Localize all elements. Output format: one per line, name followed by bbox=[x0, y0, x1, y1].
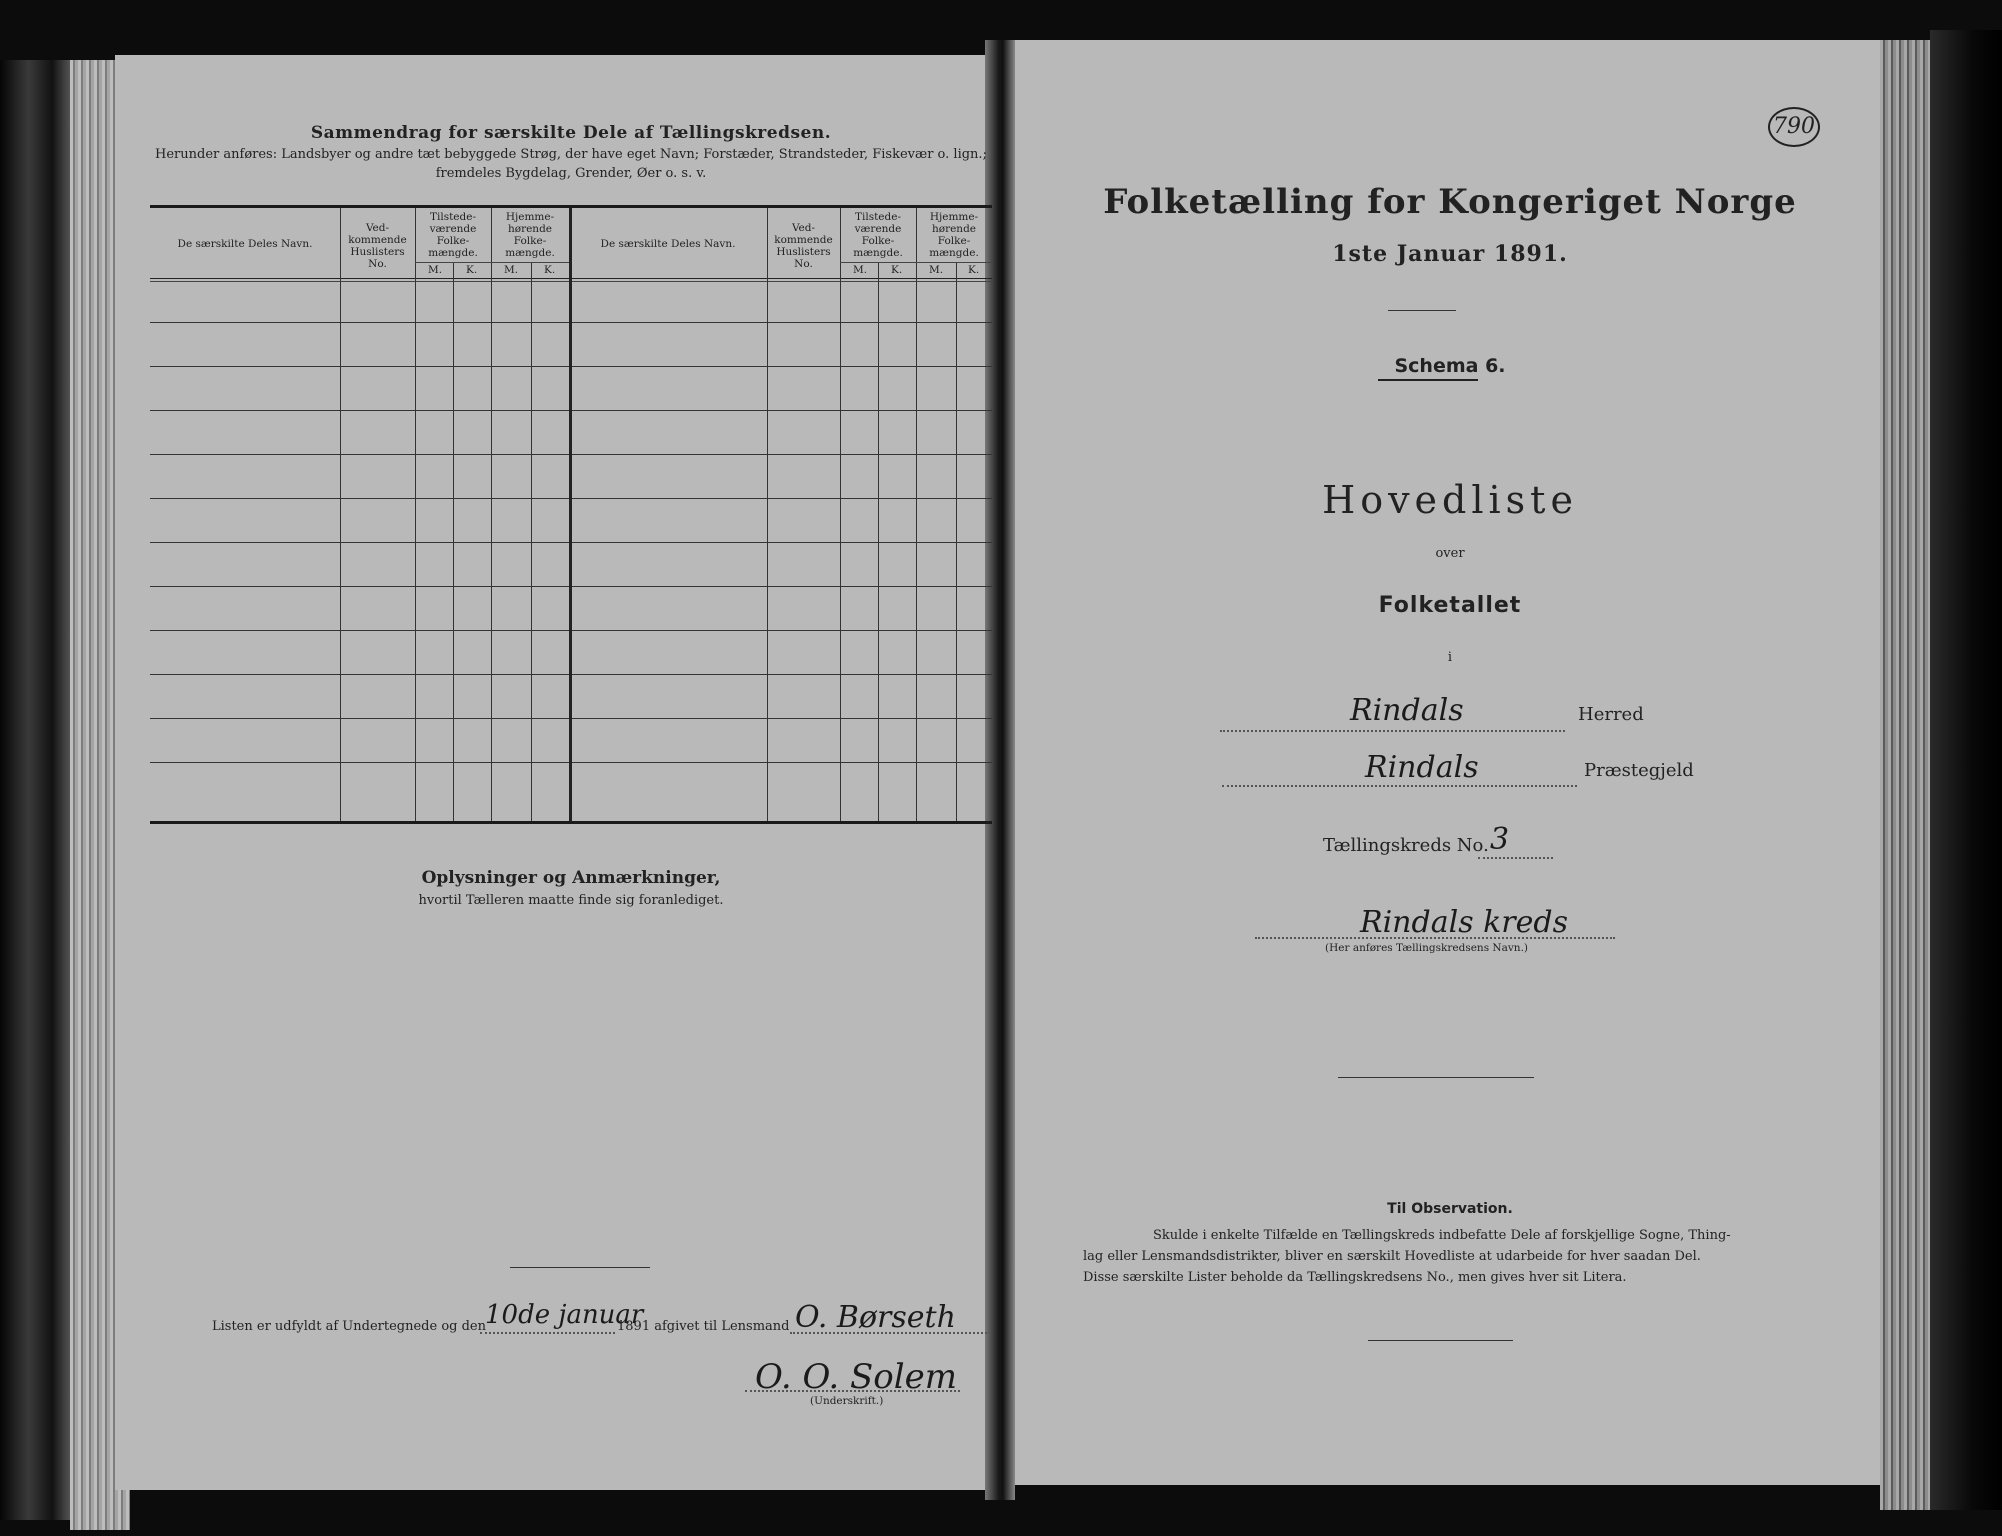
over-label: over bbox=[1435, 546, 1465, 561]
summary-title: Sammendrag for særskilte Dele af Tællingskredsen. bbox=[310, 123, 832, 143]
herred-label: Herred bbox=[1578, 704, 1644, 725]
observation-text-2: lag eller Lensmandsdistrikter, bliver en særskilt Hovedliste at udarbeide for hver saadan Del. bbox=[1083, 1249, 1701, 1264]
col-header-name: De særskilte Deles Navn. bbox=[177, 238, 313, 250]
counter-signature: O. O. Solem bbox=[755, 1357, 957, 1397]
divider bbox=[1388, 310, 1456, 311]
prestegjeld-value: Rindals bbox=[1365, 750, 1479, 785]
lensmand-signature: O. Børseth bbox=[795, 1300, 956, 1335]
divider bbox=[1338, 1077, 1534, 1078]
main-heading: Hovedliste bbox=[1322, 478, 1578, 522]
signature-date: 10de januar bbox=[485, 1300, 644, 1330]
kreds-name-caption: (Her anføres Tællingskredsens Navn.) bbox=[1325, 942, 1529, 954]
observation-title: Til Observation. bbox=[1387, 1201, 1513, 1217]
signature-text-pre: Listen er udfyldt af Undertegnede og den bbox=[212, 1319, 486, 1334]
col-k: K. bbox=[968, 264, 980, 276]
col-m: M. bbox=[504, 264, 519, 276]
col-m: M. bbox=[428, 264, 443, 276]
census-date: 1ste Januar 1891. bbox=[1332, 241, 1568, 267]
summary-instructions-2: fremdeles Bygdelag, Grender, Øer o. s. v. bbox=[435, 166, 707, 181]
signature-caption: (Underskrift.) bbox=[810, 1395, 884, 1407]
col-header-name-2: De særskilte Deles Navn. bbox=[600, 238, 736, 250]
col-header-vedkommende-2: Ved- kommende Huslisters No. bbox=[774, 222, 833, 270]
i-label: i bbox=[1447, 650, 1453, 665]
herred-value: Rindals bbox=[1350, 693, 1464, 728]
col-k: K. bbox=[544, 264, 556, 276]
remarks-subtitle: hvortil Tælleren maatte finde sig foranlediget. bbox=[418, 893, 724, 908]
kreds-label: Tællingskreds No. bbox=[1323, 835, 1489, 856]
col-m: M. bbox=[929, 264, 944, 276]
col-k: K. bbox=[466, 264, 478, 276]
summary-table bbox=[150, 205, 992, 824]
col-header-vedkommende: Ved- kommende Huslisters No. bbox=[348, 222, 407, 270]
observation-text-3: Disse særskilte Lister beholde da Tællingskredsens No., men gives hver sit Litera. bbox=[1083, 1270, 1627, 1285]
observation-text-1: Skulde i enkelte Tilfælde en Tællingskreds indbefatte Dele af forskjellige Sogne, Thing- bbox=[1153, 1228, 1731, 1243]
col-header-tilstedevaerende: Tilstede- værende Folke- mængde. bbox=[428, 211, 478, 259]
divider bbox=[510, 1267, 650, 1268]
page-number-stamp: 790 bbox=[1768, 107, 1820, 147]
col-k: K. bbox=[891, 264, 903, 276]
signature-text-mid: 1891 afgivet til Lensmand bbox=[617, 1319, 790, 1334]
col-header-tilstedevaerende-2: Tilstede- værende Folke- mængde. bbox=[853, 211, 903, 259]
folketallet-heading: Folketallet bbox=[1378, 593, 1522, 618]
col-header-hjemmehorende: Hjemme- hørende Folke- mængde. bbox=[505, 211, 555, 259]
kreds-number: 3 bbox=[1490, 822, 1510, 857]
col-m: M. bbox=[853, 264, 868, 276]
remarks-title: Oplysninger og Anmærkninger, bbox=[421, 868, 721, 888]
schema-underline bbox=[1378, 379, 1478, 381]
schema-label: Schema 6. bbox=[1394, 355, 1506, 377]
book-spine-right bbox=[1930, 30, 2002, 1510]
census-title: Folketælling for Kongeriget Norge bbox=[1103, 182, 1797, 222]
prestegjeld-label: Præstegjeld bbox=[1584, 760, 1694, 781]
divider bbox=[1368, 1340, 1513, 1341]
kreds-name: Rindals kreds bbox=[1360, 905, 1568, 940]
col-header-hjemmehorende-2: Hjemme- hørende Folke- mængde. bbox=[929, 211, 979, 259]
summary-instructions-1: Herunder anføres: Landsbyer og andre tæt bebyggede Strøg, der have eget Navn; Forstæder, Strandsteder, Fiskevær o. lign.; bbox=[155, 147, 987, 162]
